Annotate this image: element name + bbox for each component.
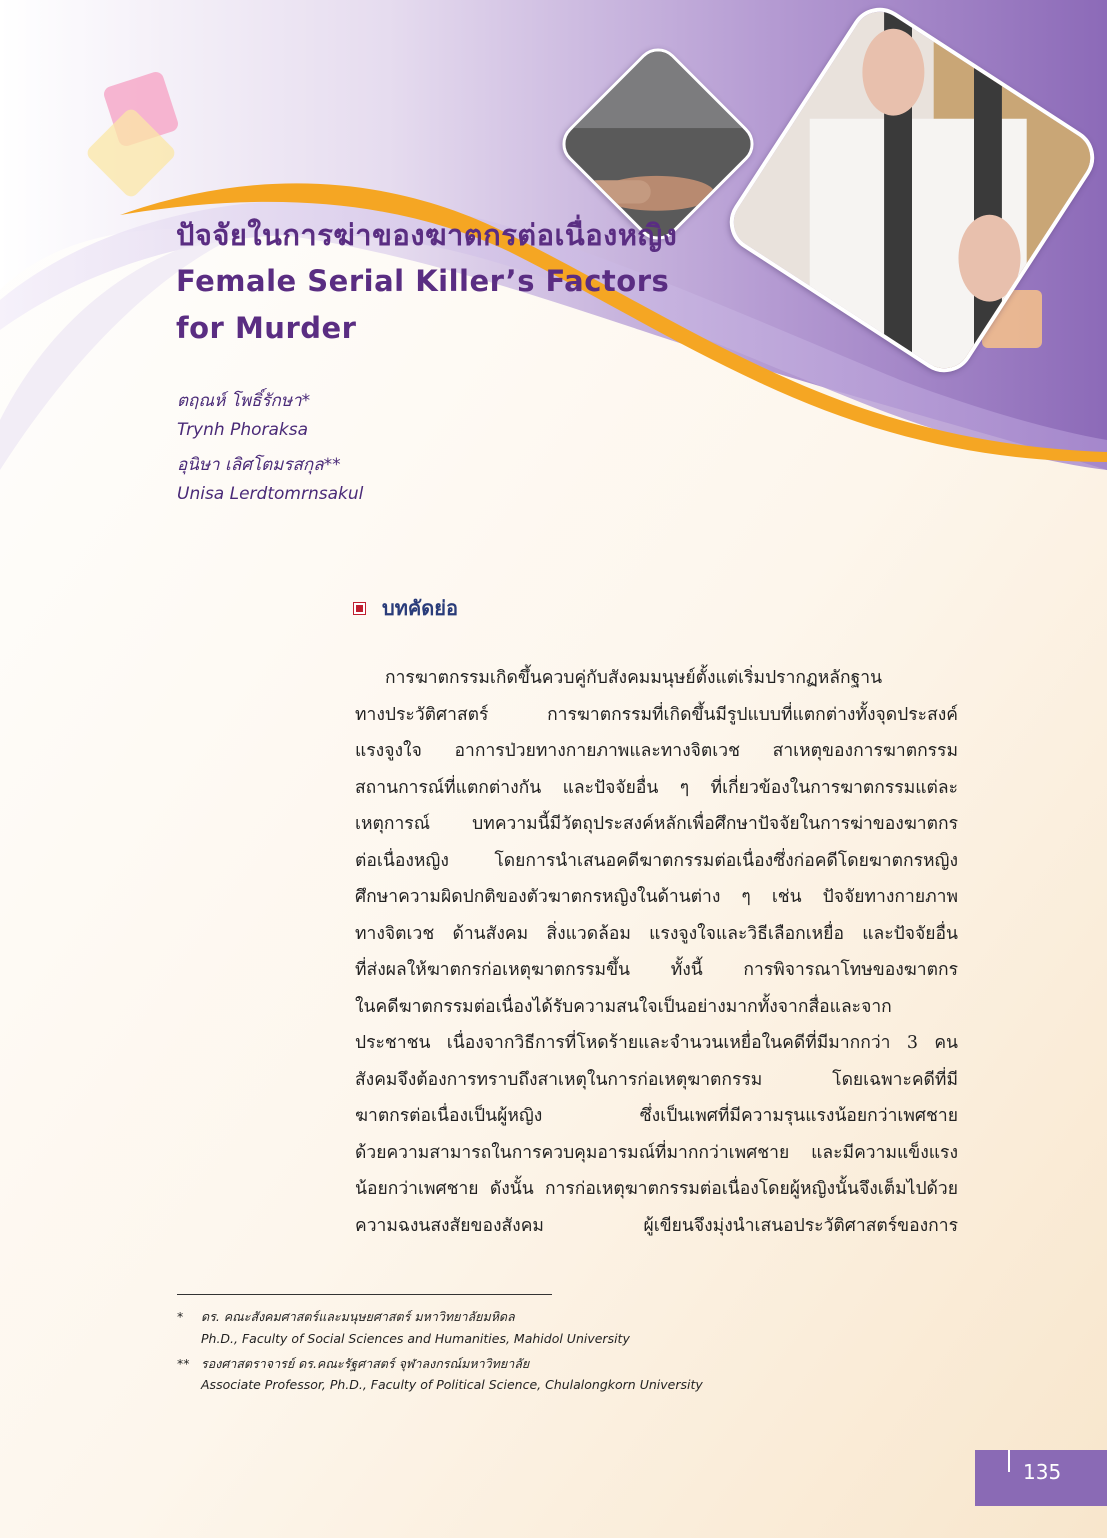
abstract-line: ในคดีฆาตกรรมต่อเนื่องได้รับความสนใจเป็นอย่างมากทั้งจากสื่อและจาก [355,996,892,1017]
title-thai: ปัจจัยในการฆ่าของฆาตกรต่อเนื่องหญิง [176,218,678,252]
abstract-line: ทางจิตเวช ด้านสังคม สิ่งแวดล้อม แรงจูงใจและวิธีเลือกเหยื่อ และปัจจัยอื่น [355,923,958,944]
abstract-line: ฆาตกรต่อเนื่องเป็นผู้หญิง ซึ่งเป็นเพศที่มีความรุนแรงน้อยกว่าเพศชาย [355,1106,958,1126]
abstract-line: ประชาชน เนื่องจากวิธีการที่โหดร้ายและจำนวนเหยื่อในคดีที่มีมากกว่า 3 คน [355,1033,958,1053]
footnote-1-mark: * [177,1309,184,1324]
footnote-2-thai [177,1354,529,1374]
page-number: 135 [1023,1460,1062,1484]
abstract-line: เหตุการณ์ บทความนี้มีวัตถุประสงค์หลักเพื่อศึกษาปัจจัยในการฆ่าของฆาตกร [355,814,958,834]
footnote-2-english: Associate Professor, Ph.D., Faculty of Political Science, Chulalongkorn University [201,1377,703,1392]
title-english-line2: for Murder [176,311,357,345]
abstract-heading-label: บทคัดย่อ [382,596,458,620]
footnote-1-thai-text: ดร. คณะสังคมศาสตร์และมนุษยศาสตร์ มหาวิทยาลัยมหิดล [201,1309,515,1324]
bullet-square-icon [353,602,366,615]
author-1-thai: ตฤณห์ โพธิ์รักษา* [177,391,311,411]
footnote-divider [177,1294,552,1295]
abstract-line: การฆาตกรรมเกิดขึ้นควบคู่กับสังคมมนุษย์ตั้งแต่เริ่มปรากฏหลักฐาน [385,668,883,688]
abstract-line: แรงจูงใจ อาการป่วยทางกายภาพและทางจิตเวช สาเหตุของการฆาตกรรม [355,741,958,761]
abstract-line: น้อยกว่าเพศชาย ดังนั้น การก่อเหตุฆาตกรรมต่อเนื่องโดยผู้หญิงนั้นจึงเต็มไปด้วย [355,1179,958,1199]
abstract-line: ความฉงนสงสัยของสังคม ผู้เขียนจึงมุ่งนำเสนอประวัติศาสตร์ของการ [355,1215,958,1236]
author-2-thai: อุนิษา เลิศโตมรสกุล** [177,455,341,475]
page-number-separator [1008,1450,1010,1472]
footnote-1-english: Ph.D., Faculty of Social Sciences and Humanities, Mahidol University [201,1331,630,1346]
footnote-2-mark: ** [177,1356,190,1371]
author-1-english: Trynh Phoraksa [177,420,309,440]
page-number-tab [975,1450,1107,1506]
abstract-line: ด้วยความสามารถในการควบคุมอารมณ์ที่มากกว่าเพศชาย และมีความแข็งแรง [355,1142,958,1163]
footnote-2-thai-text: รองศาสตราจารย์ ดร.คณะรัฐศาสตร์ จุฬาลงกรณ์มหาวิทยาลัย [201,1356,530,1371]
abstract-line: ต่อเนื่องหญิง โดยการนำเสนอคดีฆาตกรรมต่อเนื่องซึ่งก่อคดีโดยฆาตกรหญิง [355,850,958,871]
abstract-line: สังคมจึงต้องการทราบถึงสาเหตุในการก่อเหตุฆาตกรรม โดยเฉพาะคดีที่มี [355,1069,958,1090]
abstract-heading [353,592,458,624]
abstract-line: ศึกษาความผิดปกติของตัวฆาตกรหญิงในด้านต่าง ๆ เช่น ปัจจัยทางกายภาพ [355,887,958,907]
abstract-body [355,664,958,1248]
footnote-1-thai [177,1307,515,1327]
abstract-line: สถานการณ์ที่แตกต่างกัน และปัจจัยอื่น ๆ ที่เกี่ยวข้องในการฆาตกรรมแต่ละ [355,777,958,798]
abstract-line: ที่ส่งผลให้ฆาตกรก่อเหตุฆาตกรรมขึ้น ทั้งนี้ การพิจารณาโทษของฆาตกร [355,960,958,980]
author-2-english: Unisa Lerdtomrnsakul [177,484,364,504]
title-english-line1: Female Serial Killer’s Factors [176,264,670,298]
abstract-line: ทางประวัติศาสตร์ การฆาตกรรมที่เกิดขึ้นมีรูปแบบที่แตกต่างทั้งจุดประสงค์ [355,704,958,725]
